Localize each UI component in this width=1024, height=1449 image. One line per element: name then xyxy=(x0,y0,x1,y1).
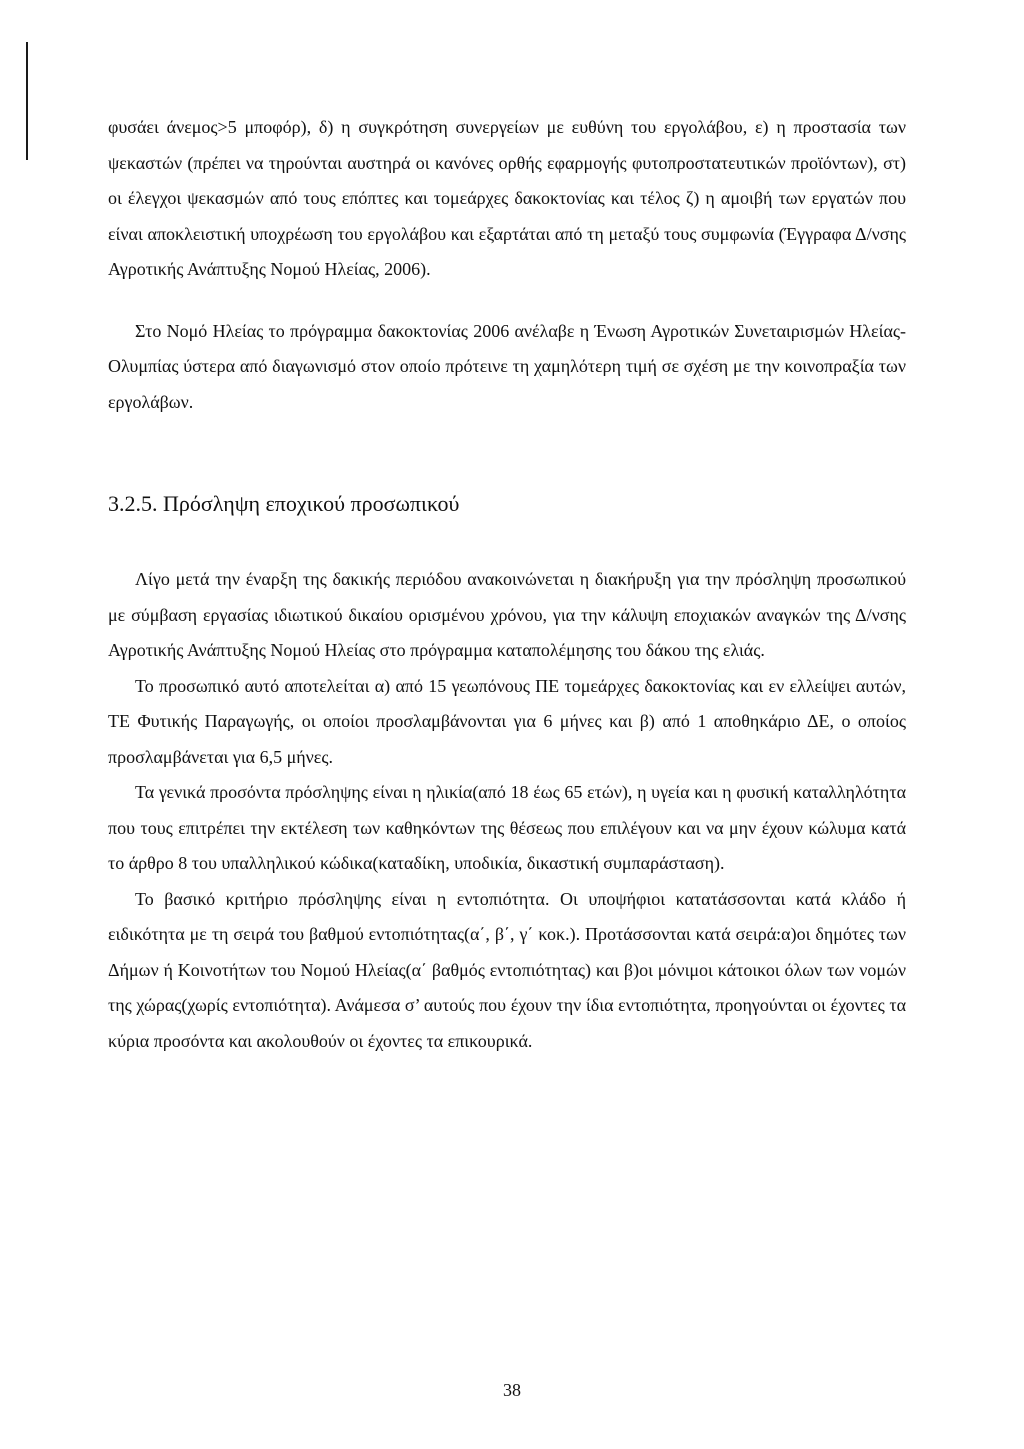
section-heading: 3.2.5. Πρόσληψη εποχικού προσωπικού xyxy=(108,491,460,516)
scan-edge-line xyxy=(26,42,28,160)
paragraph-staff-composition: Το προσωπικό αυτό αποτελείται α) από 15 γεωπόνους ΠΕ τομεάρχες δακοκτονίας και εν ελλείψει αυτών, ΤΕ Φυτικής Παραγωγής, οι οποίοι προσλαμβάνονται για 6 μήνες και β) από 1 αποθηκάριο ΔΕ, ο οποίος προσλαμβάνεται για 6,5 μήνες. xyxy=(108,675,906,767)
paragraph-locality-criterion: Το βασικό κριτήριο πρόσληψης είναι η εντοπιότητα. Οι υποψήφιοι κατατάσσονται κατά κλάδο ή ειδικότητα με τη σειρά του βαθμού εντοπιότητας(α΄, β΄, γ΄ κοκ.). Προτάσσονται κατά σειρά:α)οι δημότες των Δήμων ή Κοινοτήτων του Νομού Ηλείας(α΄ βαθμός εντοπιότητας) και β)οι μόνιμοι κάτοικοι όλων των νομών της χώρας(χωρίς εντοπιότητα). Ανάμεσα σ’ αυτούς που έχουν την ίδια εντοπιότητα, προηγούνται οι έχοντες τα κύρια προσόντα και ακολουθούν οι έχοντες τα επικουρικά. xyxy=(108,888,906,1051)
paragraph-staff-announcement: Λίγο μετά την έναρξη της δακικής περιόδου ανακοινώνεται η διακήρυξη για την πρόσληψη προσωπικού με σύμβαση εργασίας ιδιωτικού δικαίου ορισμένου χρόνου, για την κάλυψη εποχιακών αναγκών της Δ/νσης Αγροτικής Ανάπτυξης Νομού Ηλείας στο πρόγραμμα καταπολέμησης του δάκου της ελιάς. xyxy=(108,569,906,660)
paragraph-general-qualifications: Τα γενικά προσόντα πρόσληψης είναι η ηλικία(από 18 έως 65 ετών), η υγεία και η φυσική καταλληλότητα που τους επιτρέπει την εκτέλεση των καθηκόντων της θέσεως που επιλέγουν και να μην έχουν κώλυμα κατά το άρθρο 8 του υπαλληλικού κώδικα(καταδίκη, υποδικία, δικαστική συμπαράσταση). xyxy=(108,782,906,873)
paragraph-continuation: φυσάει άνεμος>5 μποφόρ), δ) η συγκρότηση συνεργείων με ευθύνη του εργολάβου, ε) η προστασία των ψεκαστών (πρέπει να τηρούνται αυστηρά οι κανόνες ορθής εφαρμογής φυτοπροστατευτικών προϊόντων), στ) οι έλεγχοι ψεκασμών από τους επόπτες και τομεάρχες δακοκτονίας και τέλος ζ) η αμοιβή των εργατών που είναι αποκλειστική υποχρέωση του εργολάβου και εξαρτάται από τη μεταξύ τους συμφωνία (Έγγραφα Δ/νσης Αγροτικής Ανάπτυξης Νομού Ηλείας, 2006). xyxy=(108,117,906,279)
paragraph-program-2006: Στο Νομό Ηλείας το πρόγραμμα δακοκτονίας 2006 ανέλαβε η Ένωση Αγροτικών Συνεταιρισμών Ηλείας-Ολυμπίας ύστερα από διαγωνισμό στον οποίο πρότεινε τη χαμηλότερη τιμή σε σχέση με την κοινοπραξία των εργολάβων. xyxy=(108,320,906,412)
document-body xyxy=(108,110,906,1059)
page-number: 38 xyxy=(503,1380,521,1400)
